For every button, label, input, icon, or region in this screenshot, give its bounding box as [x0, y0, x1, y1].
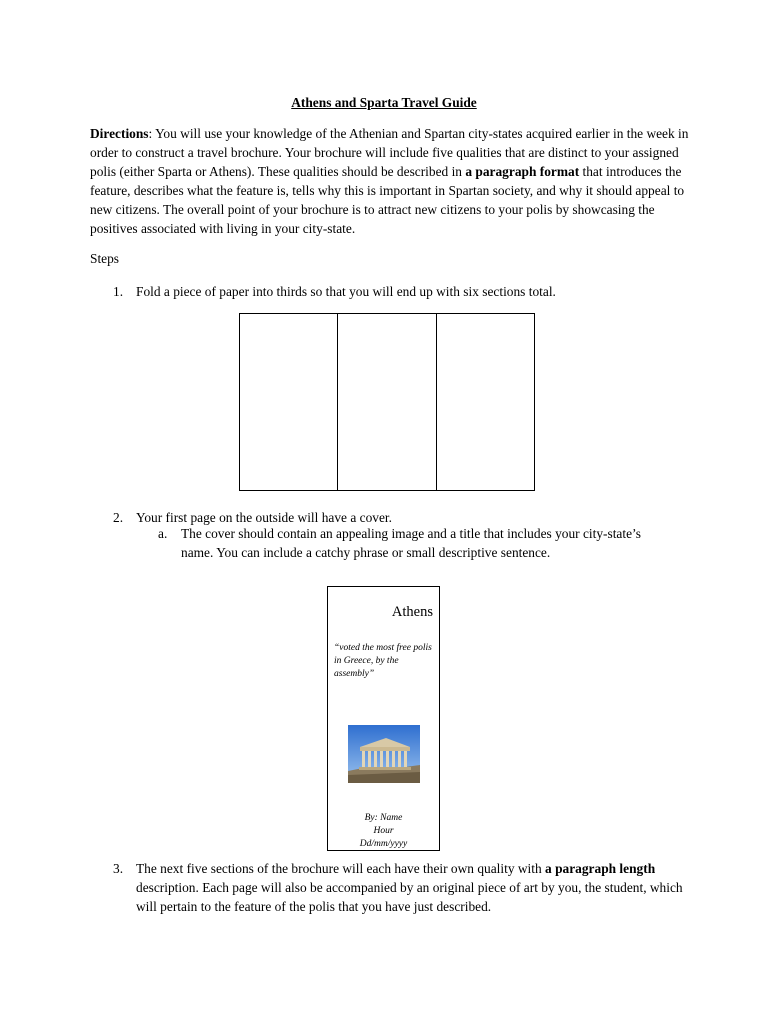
step-text: [136, 859, 696, 916]
fold-section: [437, 314, 534, 490]
cover-byline: [328, 812, 439, 851]
cover-title: Athens: [391, 604, 433, 620]
step-bold-phrase: a paragraph length: [545, 861, 656, 876]
step-text-part-2: description. Each page will also be accompanied by an original piece of art by you, the student, which will pertain to the feature of the polis that you have just described.: [136, 880, 683, 914]
directions-text-1: : You will use your knowledge of the Athenian and Spartan city-states acquired earlier in the week in order to construct a travel brochure. Your brochure will include five qualities that are distinct to your assigned polis (either Sparta or Athens). These qualities should be described in: [90, 126, 689, 179]
substep-text: The cover should contain an appealing image and a title that includes your city-state’s name. You can include a catchy phrase or small descriptive sentence.: [181, 526, 641, 560]
cover-quote: “voted the most free polis in Greece, by the assembly”: [334, 643, 432, 679]
fold-section: [338, 314, 436, 490]
byline-date: Dd/mm/yyyy: [359, 839, 408, 849]
step-text-part-1: The next five sections of the brochure will each have their own quality with: [136, 861, 546, 876]
step-number: 3.: [113, 861, 124, 876]
directions-text-2: that introduces the feature, describes what the feature is, tells why this is important in Spartan society, and why it should appeal to new citizens. The overall point of your brochure is to attract new citizens to your polis by showcasing the positives associated with living in your city-state.: [90, 164, 685, 236]
byline-name: By: Name: [364, 813, 403, 823]
step-number: 2.: [113, 510, 124, 525]
byline-hour: Hour: [373, 826, 394, 836]
fold-section: [240, 314, 338, 490]
fold-diagram: [239, 313, 535, 491]
brochure-cover-example: [327, 586, 440, 851]
substep-letter: a.: [158, 526, 168, 541]
parthenon-image: [348, 725, 420, 783]
steps-heading: Steps: [90, 251, 120, 266]
directions-bold-phrase: a paragraph format: [465, 164, 580, 179]
step-text: Your first page on the outside will have a cover.: [136, 510, 392, 525]
directions-paragraph: [90, 124, 690, 238]
directions-label: Directions: [90, 126, 149, 141]
page-title: Athens and Sparta Travel Guide: [291, 95, 477, 110]
step-number: 1.: [113, 284, 124, 299]
step-text: Fold a piece of paper into thirds so that you will end up with six sections total.: [136, 284, 556, 299]
